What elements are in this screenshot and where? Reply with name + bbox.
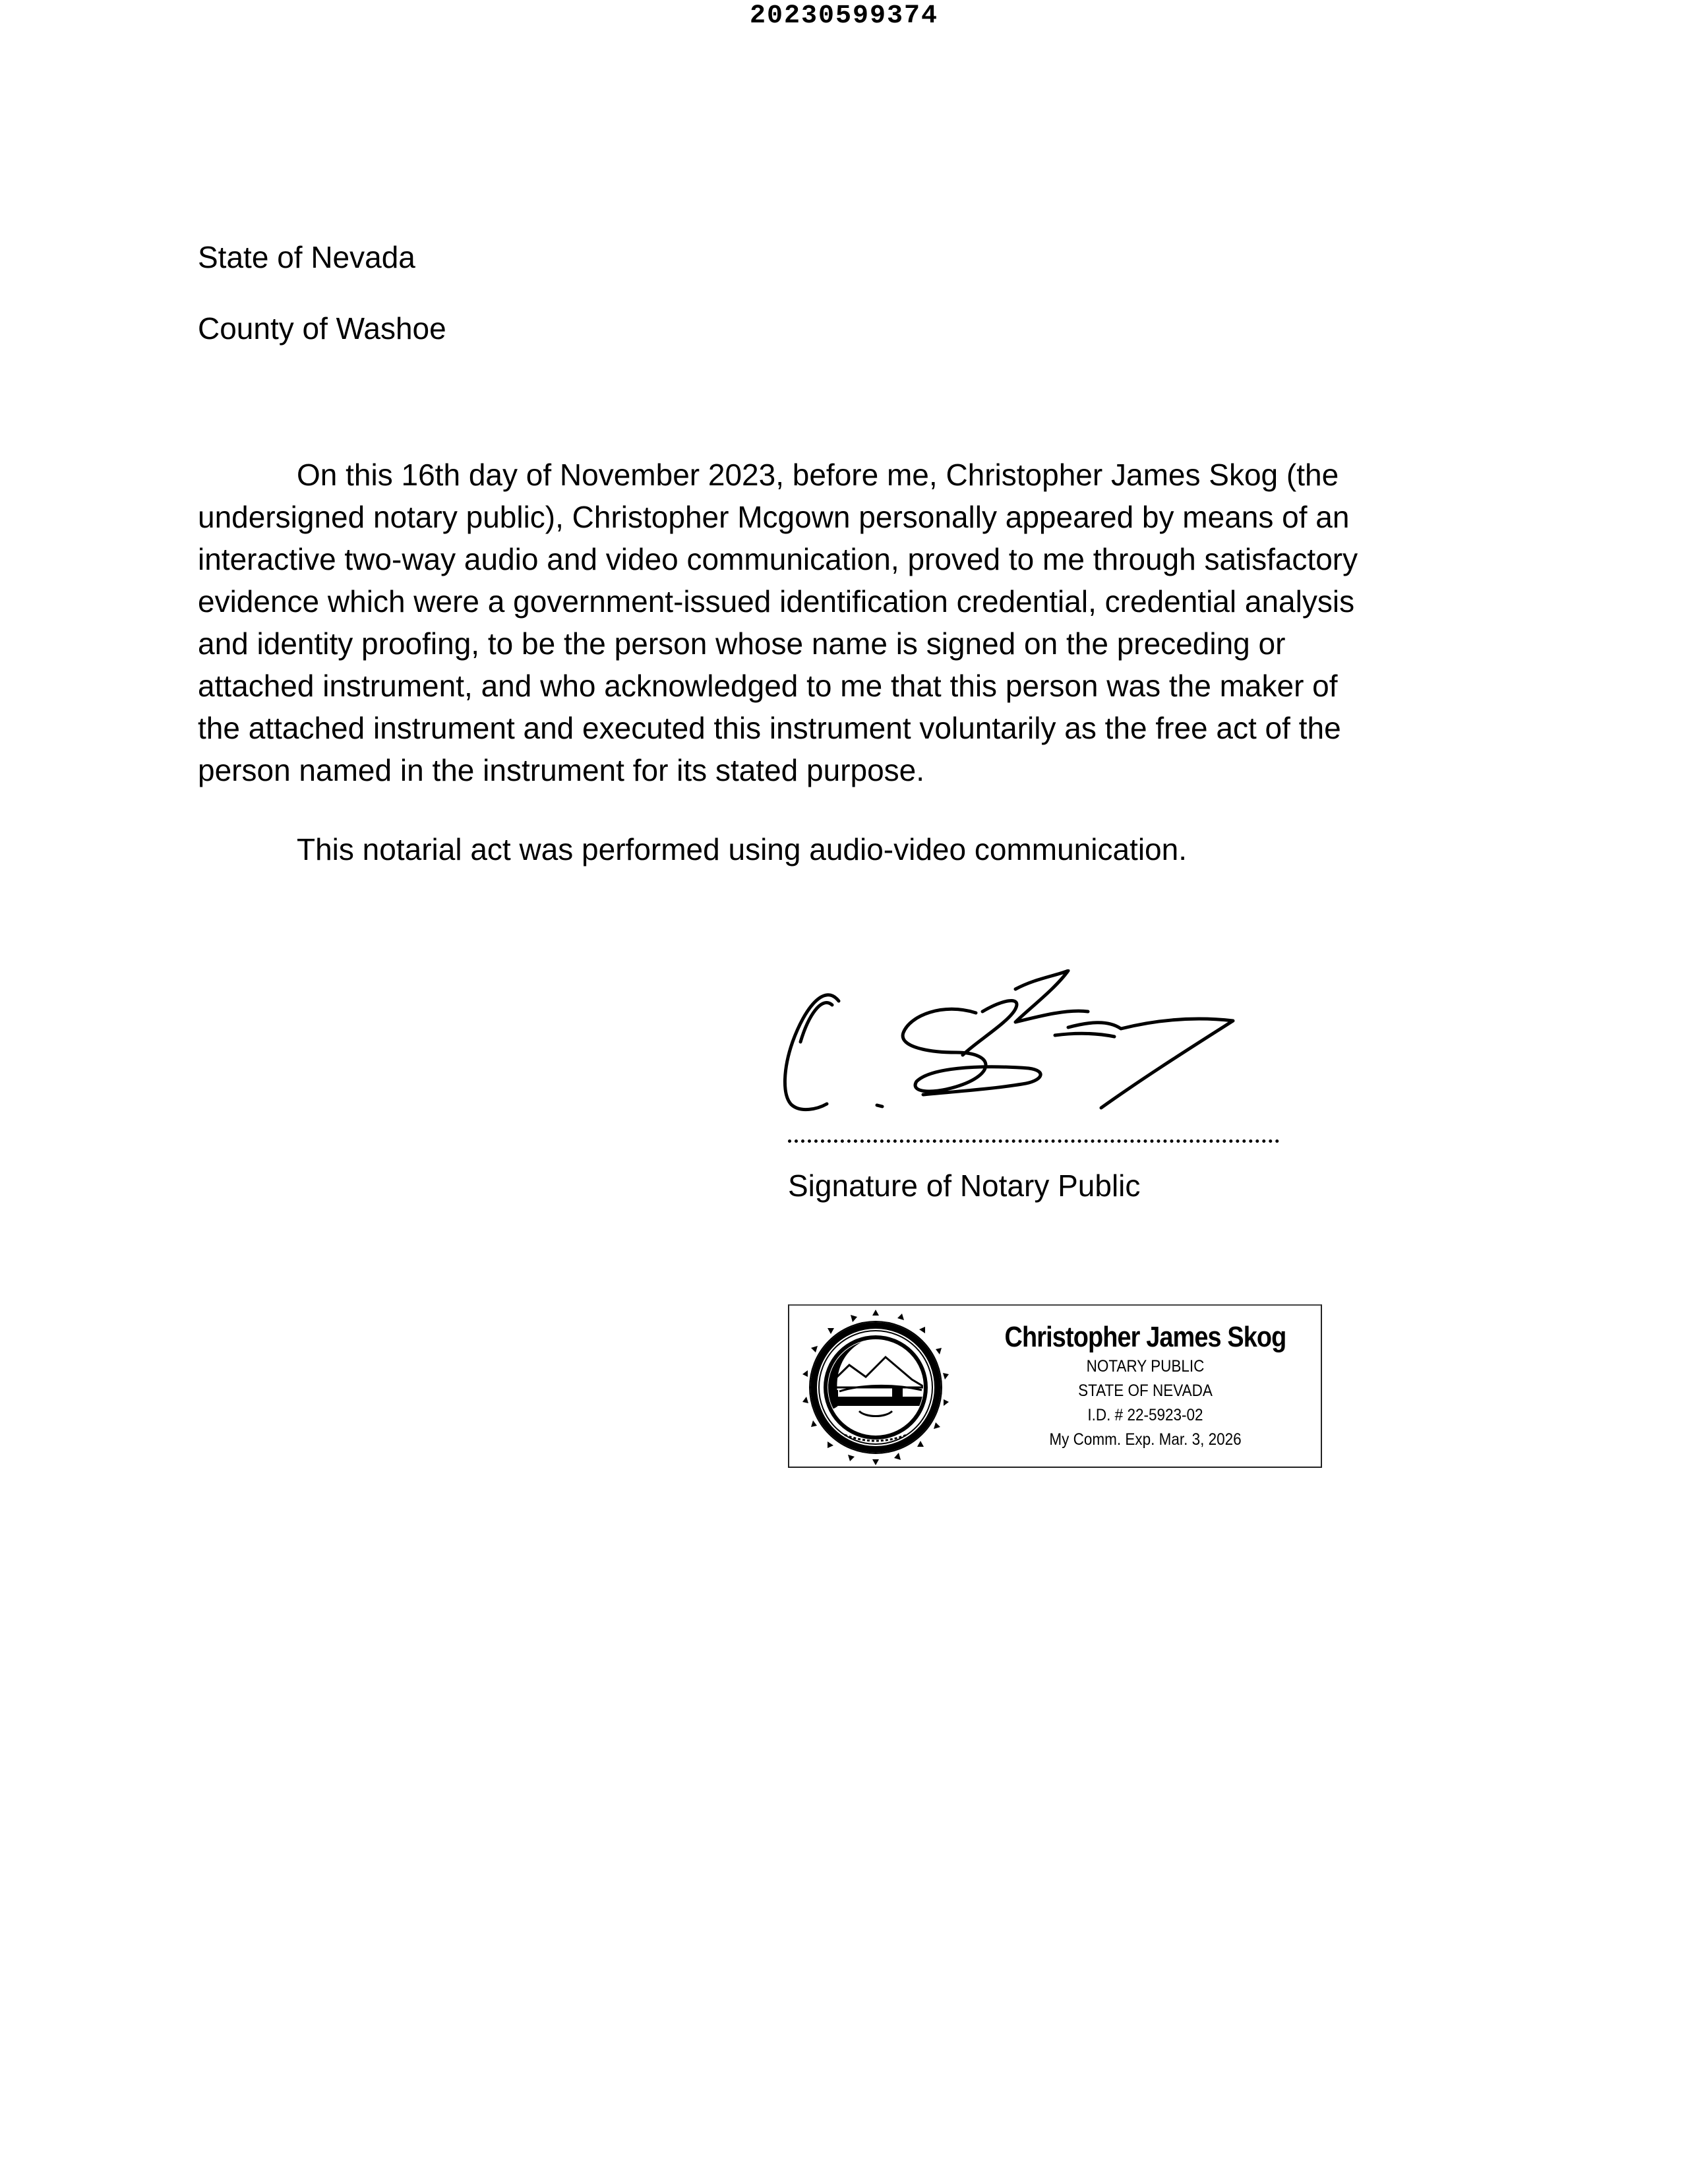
notary-title: NOTARY PUBLIC bbox=[1086, 1357, 1205, 1376]
notary-signature-image bbox=[778, 969, 1279, 1134]
acknowledgment-line: On this 16th day of November 2023, before me, Christopher James Skog (the bbox=[297, 458, 1339, 492]
notary-name: Christopher James Skog bbox=[1004, 1321, 1286, 1353]
signature-caption: Signature of Notary Public bbox=[788, 1168, 1141, 1203]
acknowledgment-line: and identity proofing, to be the person whose name is signed on the preceding or bbox=[198, 626, 1286, 661]
acknowledgment-line: interactive two-way audio and video communication, proved to me through satisfactory bbox=[198, 542, 1358, 576]
acknowledgment-line: person named in the instrument for its stated purpose. bbox=[198, 753, 925, 787]
venue-county: County of Washoe bbox=[198, 311, 446, 346]
acknowledgment-paragraph bbox=[198, 454, 1490, 791]
nevada-state-seal-image bbox=[793, 1306, 958, 1469]
acknowledgment-line: attached instrument, and who acknowledged to me that this person was the maker of bbox=[198, 669, 1338, 703]
venue-state: State of Nevada bbox=[198, 240, 415, 274]
acknowledgment-line: evidence which were a government-issued identification credential, credential analysis bbox=[198, 584, 1355, 619]
acknowledgment-line: undersigned notary public), Christopher Mcgown personally appeared by means of an bbox=[198, 500, 1350, 534]
notary-stamp-text bbox=[980, 1320, 1310, 1452]
notary-stamp bbox=[788, 1304, 1322, 1468]
notary-commission-expiration: My Comm. Exp. Mar. 3, 2026 bbox=[1049, 1430, 1242, 1449]
signature-line bbox=[788, 1132, 1279, 1143]
acknowledgment-line: the attached instrument and executed this instrument voluntarily as the free act of the bbox=[198, 711, 1341, 745]
notarial-statement: This notarial act was performed using audio-video communication. bbox=[297, 832, 1187, 866]
notary-id: I.D. # 22-5923-02 bbox=[1087, 1406, 1203, 1424]
notary-state: STATE OF NEVADA bbox=[1078, 1381, 1213, 1400]
document-number: 20230599374 bbox=[749, 1, 939, 31]
